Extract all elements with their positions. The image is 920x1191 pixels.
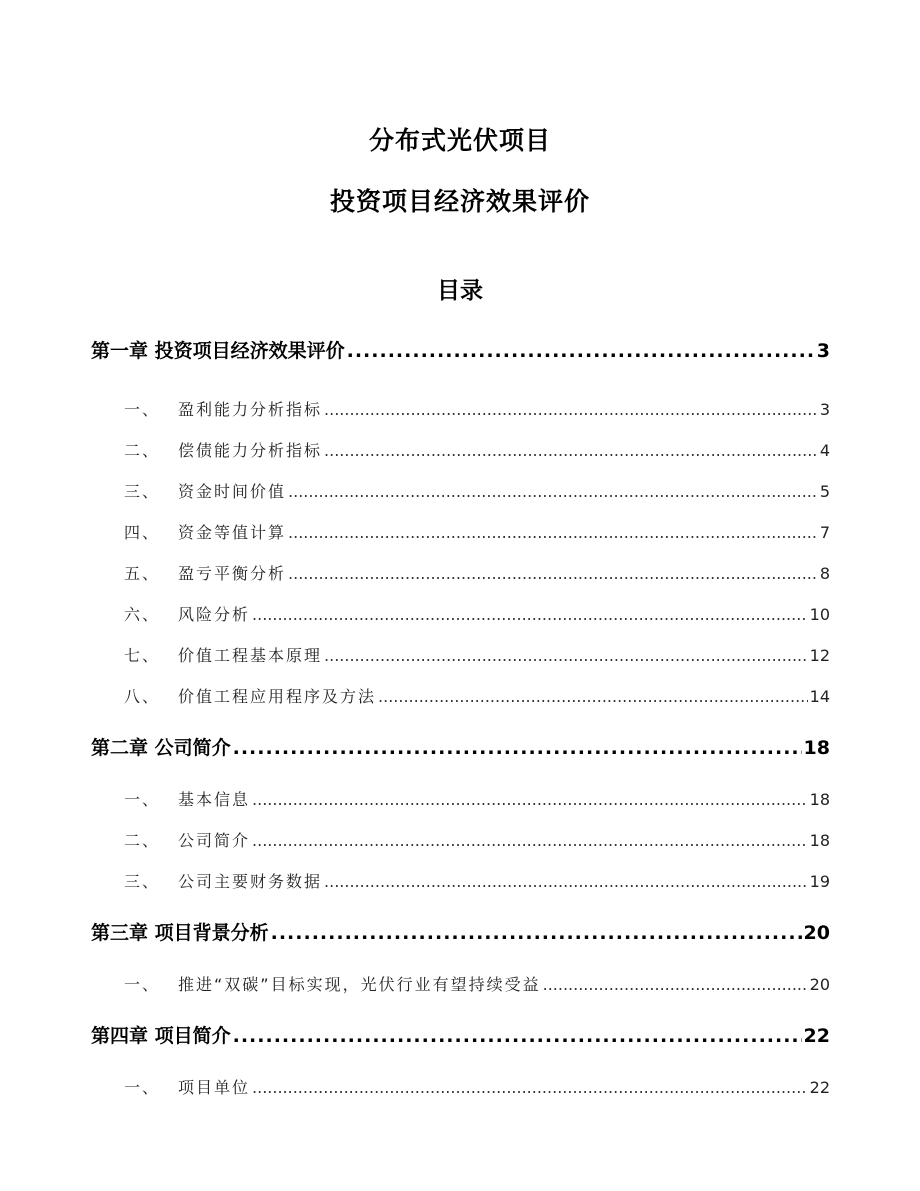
- toc-dot-leader: [252, 1078, 808, 1097]
- toc-section-entry[interactable]: [124, 787, 830, 810]
- toc-entry-label: 项目单位: [178, 1078, 251, 1097]
- toc-entry-label: 第二章 公司简介: [91, 737, 231, 759]
- toc-entry-label: 第一章 投资项目经济效果评价: [91, 340, 345, 362]
- toc-dot-leader: [378, 687, 808, 706]
- toc-chapter-entry[interactable]: [91, 1021, 830, 1048]
- document-subtitle: 投资项目经济效果评价: [329, 187, 590, 216]
- toc-entry-label: 公司主要财务数据: [178, 872, 323, 891]
- toc-page-number: 8: [819, 564, 830, 583]
- toc-section-entry[interactable]: [124, 828, 830, 851]
- toc-page-number: 7: [819, 523, 830, 542]
- toc-page-number: 10: [809, 605, 830, 624]
- toc-dot-leader: [543, 975, 808, 994]
- toc-page-number: 20: [809, 975, 830, 994]
- toc-entry-number: 一、: [124, 975, 161, 994]
- toc-entry-number: 三、: [124, 872, 161, 891]
- toc-entry-number: 三、: [124, 482, 161, 501]
- toc-dot-leader: [324, 441, 818, 460]
- toc-dot-leader: [324, 646, 808, 665]
- toc-entry-number: 七、: [124, 646, 161, 665]
- toc-page-number: 5: [819, 482, 830, 501]
- toc-page-number: 3: [816, 340, 830, 362]
- toc-entry-number: 五、: [124, 564, 161, 583]
- toc-dot-leader: [288, 523, 818, 542]
- toc-entry-label: 资金等值计算: [178, 523, 287, 542]
- toc-section-entry[interactable]: [124, 397, 830, 420]
- toc-entry-number: 四、: [124, 523, 161, 542]
- toc-entry-label: 风险分析: [178, 605, 251, 624]
- toc-dot-leader: [252, 831, 808, 850]
- toc-section-entry[interactable]: [124, 520, 830, 543]
- toc-entry-label: 基本信息: [178, 790, 251, 809]
- document-title: 分布式光伏项目: [368, 126, 551, 155]
- toc-dot-leader: [252, 790, 808, 809]
- toc-entry-label: 第四章 项目简介: [91, 1025, 231, 1047]
- toc-page-number: 22: [803, 1025, 830, 1047]
- toc-entry-label: 盈利能力分析指标: [178, 400, 323, 419]
- toc-section-entry[interactable]: [124, 1075, 830, 1098]
- toc-entry-number: 一、: [124, 1078, 161, 1097]
- toc-entry-label: 资金时间价值: [178, 482, 287, 501]
- toc-entry-number: 二、: [124, 831, 161, 850]
- toc-entry-label: 公司简介: [178, 831, 251, 850]
- toc-chapter-entry[interactable]: [91, 733, 830, 760]
- toc-dot-leader: [288, 482, 818, 501]
- toc-page-number: 3: [819, 400, 830, 419]
- toc-entry-number: 八、: [124, 687, 161, 706]
- toc-entry-label: 第三章 项目背景分析: [91, 922, 269, 944]
- toc-entry-label: 盈亏平衡分析: [178, 564, 287, 583]
- toc-page-number: 12: [809, 646, 830, 665]
- toc-entry-label: 价值工程应用程序及方法: [178, 687, 377, 706]
- toc-section-entry[interactable]: [124, 684, 830, 707]
- toc-entry-number: 一、: [124, 790, 161, 809]
- toc-dot-leader: [271, 922, 802, 944]
- toc-section-entry[interactable]: [124, 869, 830, 892]
- toc-section-entry[interactable]: [124, 602, 830, 625]
- toc-heading: 目录: [437, 278, 483, 304]
- toc-dot-leader: [233, 1025, 802, 1047]
- toc-page-number: 22: [809, 1078, 830, 1097]
- toc-dot-leader: [324, 872, 808, 891]
- toc-entry-label: 偿债能力分析指标: [178, 441, 323, 460]
- toc-page-number: 19: [809, 872, 830, 891]
- toc-page-number: 4: [819, 441, 830, 460]
- toc-page-number: 18: [809, 831, 830, 850]
- toc-chapter-entry[interactable]: [91, 918, 830, 945]
- toc-section-entry[interactable]: [124, 438, 830, 461]
- toc-page-number: 18: [803, 737, 830, 759]
- toc-dot-leader: [252, 605, 808, 624]
- toc-entry-label: 推进“双碳”目标实现，光伏行业有望持续受益: [178, 975, 541, 994]
- toc-dot-leader: [288, 564, 818, 583]
- toc-chapter-entry[interactable]: [91, 336, 830, 363]
- toc-entry-number: 二、: [124, 441, 161, 460]
- toc-dot-leader: [347, 340, 815, 362]
- toc-page-number: 14: [809, 687, 830, 706]
- toc-section-entry[interactable]: [124, 479, 830, 502]
- toc-section-entry[interactable]: [124, 972, 830, 995]
- toc-page-number: 20: [803, 922, 830, 944]
- toc-section-entry[interactable]: [124, 643, 830, 666]
- toc-entry-label: 价值工程基本原理: [178, 646, 323, 665]
- toc-entry-number: 六、: [124, 605, 161, 624]
- toc-dot-leader: [324, 400, 818, 419]
- toc-section-entry[interactable]: [124, 561, 830, 584]
- toc-dot-leader: [233, 737, 802, 759]
- toc-entry-number: 一、: [124, 400, 161, 419]
- toc-page-number: 18: [809, 790, 830, 809]
